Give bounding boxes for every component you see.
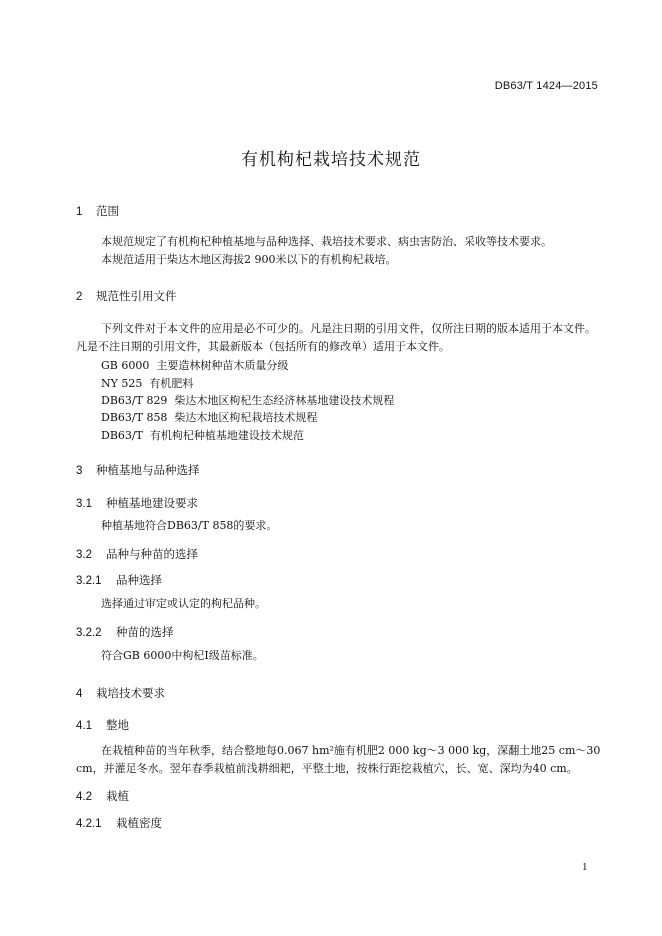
section-heading-4-2: 4.2 栽植 [76,789,129,803]
paragraph: 本规范规定了有机枸杞种植基地与品种选择、栽培技术要求、病虫害防治、采收等技术要求。 [101,235,552,248]
section-heading-3: 3 种植基地与品种选择 [76,463,200,477]
reference-item: NY 525 有机肥料 [101,377,194,390]
section-heading-3-2-1: 3.2.1 品种选择 [76,573,162,587]
section-heading-4-1: 4.1 整地 [76,718,129,732]
standard-code: DB63/T 1424—2015 [494,80,598,92]
reference-item: DB63/T 有机枸杞种植基地建设技术规范 [101,429,304,442]
section-heading-4: 4 栽培技术要求 [76,686,165,700]
section-heading-2: 2 规范性引用文件 [76,289,177,303]
paragraph: 本规范适用于柴达木地区海拔2 900米以下的有机枸杞栽培。 [101,253,397,266]
section-heading-3-2: 3.2 品种与种苗的选择 [76,547,198,561]
reference-item: GB 6000 主要造林树种苗木质量分级 [101,359,289,372]
page-number: 1 [582,861,588,873]
section-heading-3-1: 3.1 种植基地建设要求 [76,496,198,510]
paragraph: 下列文件对于本文件的应用是必不可少的。凡是注日期的引用文件，仅所注日期的版本适用于本文件。凡是不注日期的引用文件，其最新版本（包括所有的修改单）适用于本文件。 [76,322,596,353]
paragraph: 选择通过审定或认定的枸杞品种。 [101,597,266,610]
section-heading-1: 1 范围 [76,204,119,218]
paragraph: 种植基地符合DB63/T 858的要求。 [101,519,278,532]
reference-item: DB63/T 858 柴达木地区枸杞栽培技术规程 [101,411,318,424]
section-heading-3-2-2: 3.2.2 种苗的选择 [76,625,174,639]
reference-item: DB63/T 829 柴达木地区枸杞生态经济林基地建设技术规程 [101,394,395,407]
section-heading-4-2-1: 4.2.1 栽植密度 [76,816,162,830]
document-title: 有机枸杞栽培技术规范 [241,150,421,170]
paragraph: 符合GB 6000中枸杞Ⅰ级苗标准。 [101,649,264,662]
paragraph: 在栽植种苗的当年秋季，结合整地每0.067 hm²施有机肥2 000 kg～3 000 kg，深翻土地25 cm～30 cm，并灌足冬水。翌年春季栽植前浅耕细耙，平整土地，按株行距挖栽植穴，长、宽、深均为40 cm。 [76,744,601,775]
